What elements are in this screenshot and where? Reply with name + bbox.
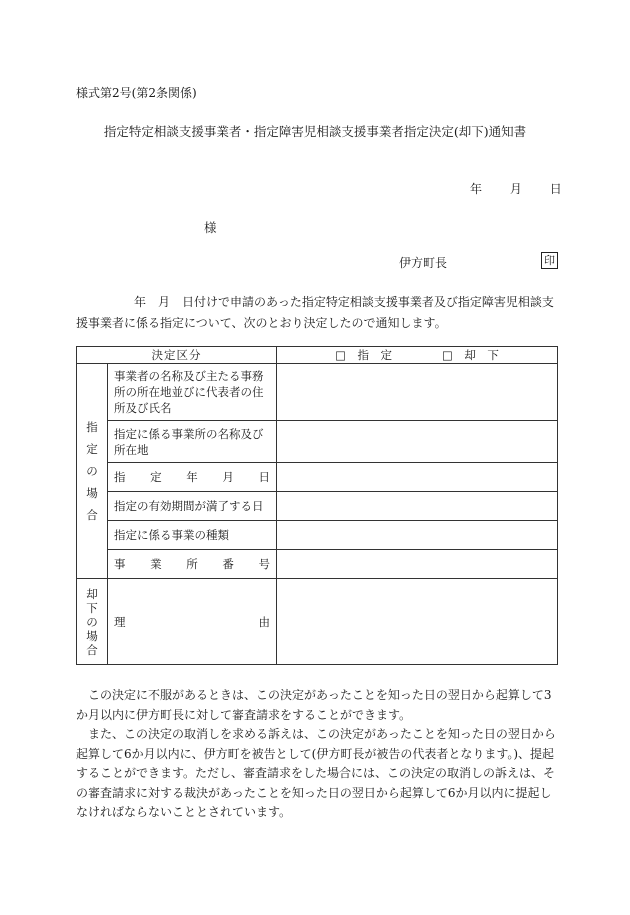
value-business-type[interactable] <box>277 521 558 550</box>
value-reason[interactable] <box>277 579 558 665</box>
decision-table <box>76 346 558 665</box>
option-designate[interactable]: □ 指 定 <box>335 348 392 362</box>
table-row <box>77 492 558 521</box>
form-number: 様式第2号(第2条関係) <box>76 86 197 100</box>
intro-line-2: 援事業者に係る指定について、次のとおり決定したので通知します。 <box>76 316 447 330</box>
value-office-number[interactable] <box>277 550 558 579</box>
label-validity-expiry: 指定の有効期間が満了する日 <box>108 492 277 521</box>
label-office-number: 事 業 所 番 号 <box>108 550 277 579</box>
date-year-label: 年 <box>470 182 483 196</box>
appeal-note-1: この決定に不服があるときは、この決定があったことを知った日の翌日から起算して3か月以内に伊方町長に対して審査請求をすることができます。 <box>76 688 552 722</box>
value-validity-expiry[interactable] <box>277 492 558 521</box>
value-business-name-address[interactable] <box>277 364 558 421</box>
table-row <box>77 550 558 579</box>
table-row <box>77 421 558 463</box>
label-office-name-address: 指定に係る事業所の名称及び所在地 <box>108 421 277 463</box>
decision-header-row <box>77 347 558 364</box>
label-business-name-address: 事業者の名称及び主たる事務所の所在地並びに代表者の住所及び氏名 <box>108 364 277 421</box>
appeal-notes <box>76 686 560 823</box>
decision-header-label: 決定区分 <box>77 347 277 364</box>
appeal-note-2: また、この決定の取消しを求める訴えは、この決定があったことを知った日の翌日から起算して6か月以内に、伊方町を被告として(伊方町長が被告の代表者となります。)、提起することができます。ただし、審査請求をした場合には、この決定の取消しの訴えは、その審査請求に対する裁決があったことを知った日の翌日から起算して6か月以内に提起しなければならないこととされています。 <box>76 727 556 819</box>
designation-case-label: 指 定 の 場 合 <box>77 364 108 579</box>
value-office-name-address[interactable] <box>277 421 558 463</box>
label-reason: 理 由 <box>108 579 277 665</box>
date-month-label: 月 <box>509 182 522 196</box>
intro-text <box>76 292 560 334</box>
rejection-case-label: 却 下 の 場 合 <box>77 579 108 665</box>
issue-date-line <box>470 180 562 197</box>
decision-options-cell <box>277 347 558 364</box>
addressee-suffix: 様 <box>204 220 217 235</box>
date-day-label: 日 <box>549 182 562 196</box>
table-row <box>77 364 558 421</box>
value-designation-date[interactable] <box>277 463 558 492</box>
table-row <box>77 521 558 550</box>
seal-mark: 印 <box>541 252 558 269</box>
document-title: 指定特定相談支援事業者・指定障害児相談支援事業者指定決定(却下)通知書 <box>103 124 527 139</box>
issuer-name: 伊方町長 <box>399 256 448 270</box>
option-reject[interactable]: □ 却 下 <box>442 348 499 362</box>
intro-line-1: 年 月 日付けで申請のあった指定特定相談支援事業者及び指定障害児相談支 <box>134 295 554 309</box>
table-row <box>77 463 558 492</box>
label-business-type: 指定に係る事業の種類 <box>108 521 277 550</box>
table-row <box>77 579 558 665</box>
label-designation-date: 指 定 年 月 日 <box>108 463 277 492</box>
